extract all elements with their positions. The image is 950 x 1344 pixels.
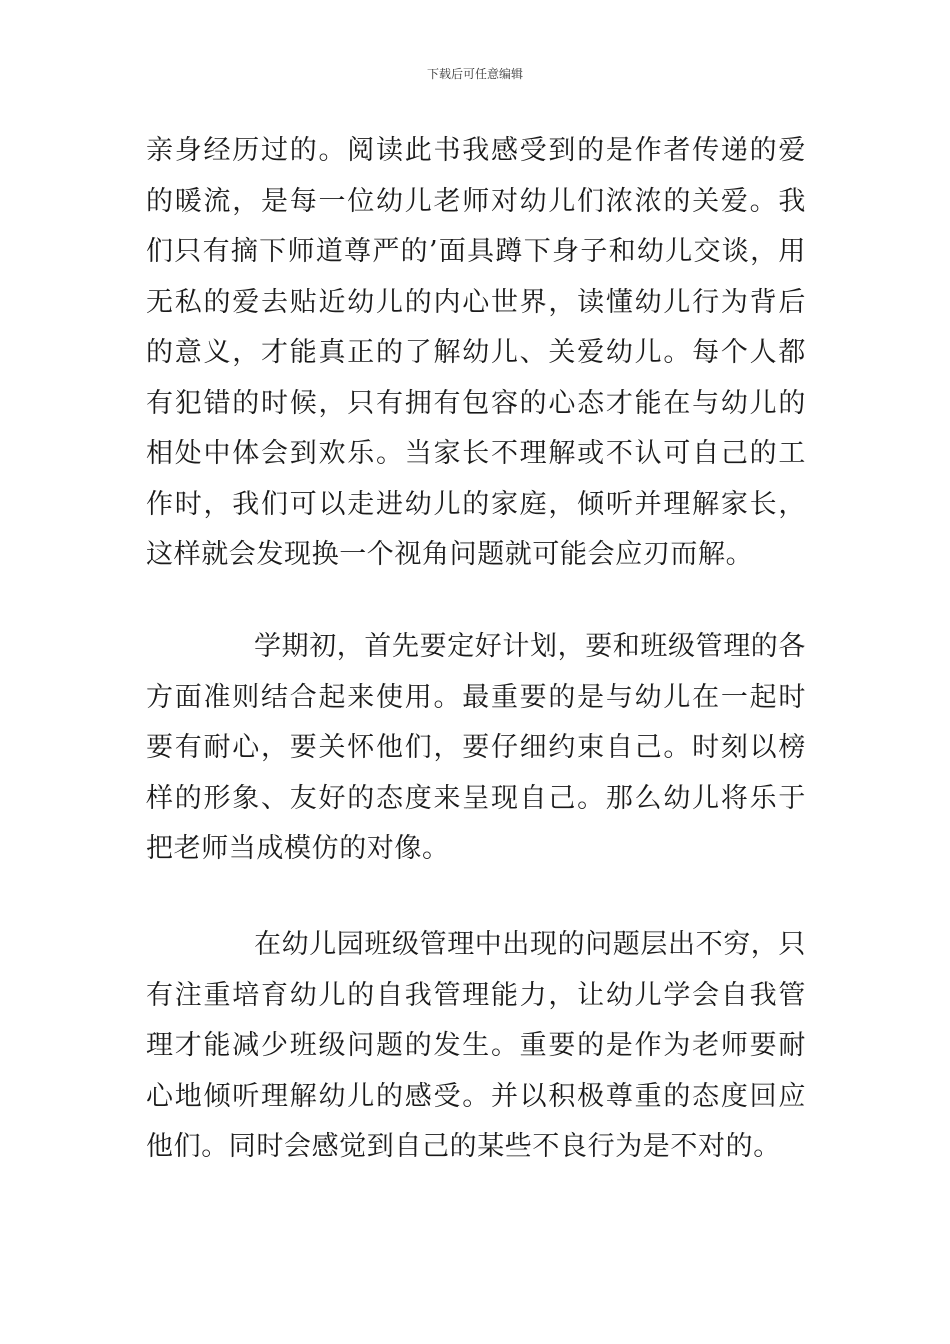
paragraph-2: 学期初，首先要定好计划，要和班级管理的各方面准则结合起来使用。最重要的是与幼儿在一起时要有耐心，要关怀他们，要仔细约束自己。时刻以榜样的形象、友好的态度来呈现自己。那么幼儿将乐于把老师当成模仿的对像。 (146, 631, 806, 864)
paragraph-3: 在幼儿园班级管理中出现的问题层出不穷，只有注重培育幼儿的自我管理能力，让幼儿学会自我管理才能减少班级问题的发生。重要的是作为老师要耐心地倾听理解幼儿的感受。并以积极尊重的态度回应他们。同时会感觉到自己的某些不良行为是不对的。 (146, 929, 806, 1162)
page-header: 下载后可任意编辑 (426, 67, 523, 81)
paragraph-1: 亲身经历过的。阅读此书我感受到的是作者传递的爱的暖流，是每一位幼儿老师对幼儿们浓浓的关爱。我们只有摘下师道尊严的’面具蹲下身子和幼儿交谈，用无私的爱去贴近幼儿的内心世界，读懂幼儿行为背后的意义，才能真正的了解幼儿、关爱幼儿。每个人都有犯错的时候，只有拥有包容的心态才能在与幼儿的相处中体会到欢乐。当家长不理解或不认可自己的工作时，我们可以走进幼儿的家庭，倾听并理解家长，这样就会发现换一个视角问题就可能会应刃而解。 (146, 135, 806, 570)
